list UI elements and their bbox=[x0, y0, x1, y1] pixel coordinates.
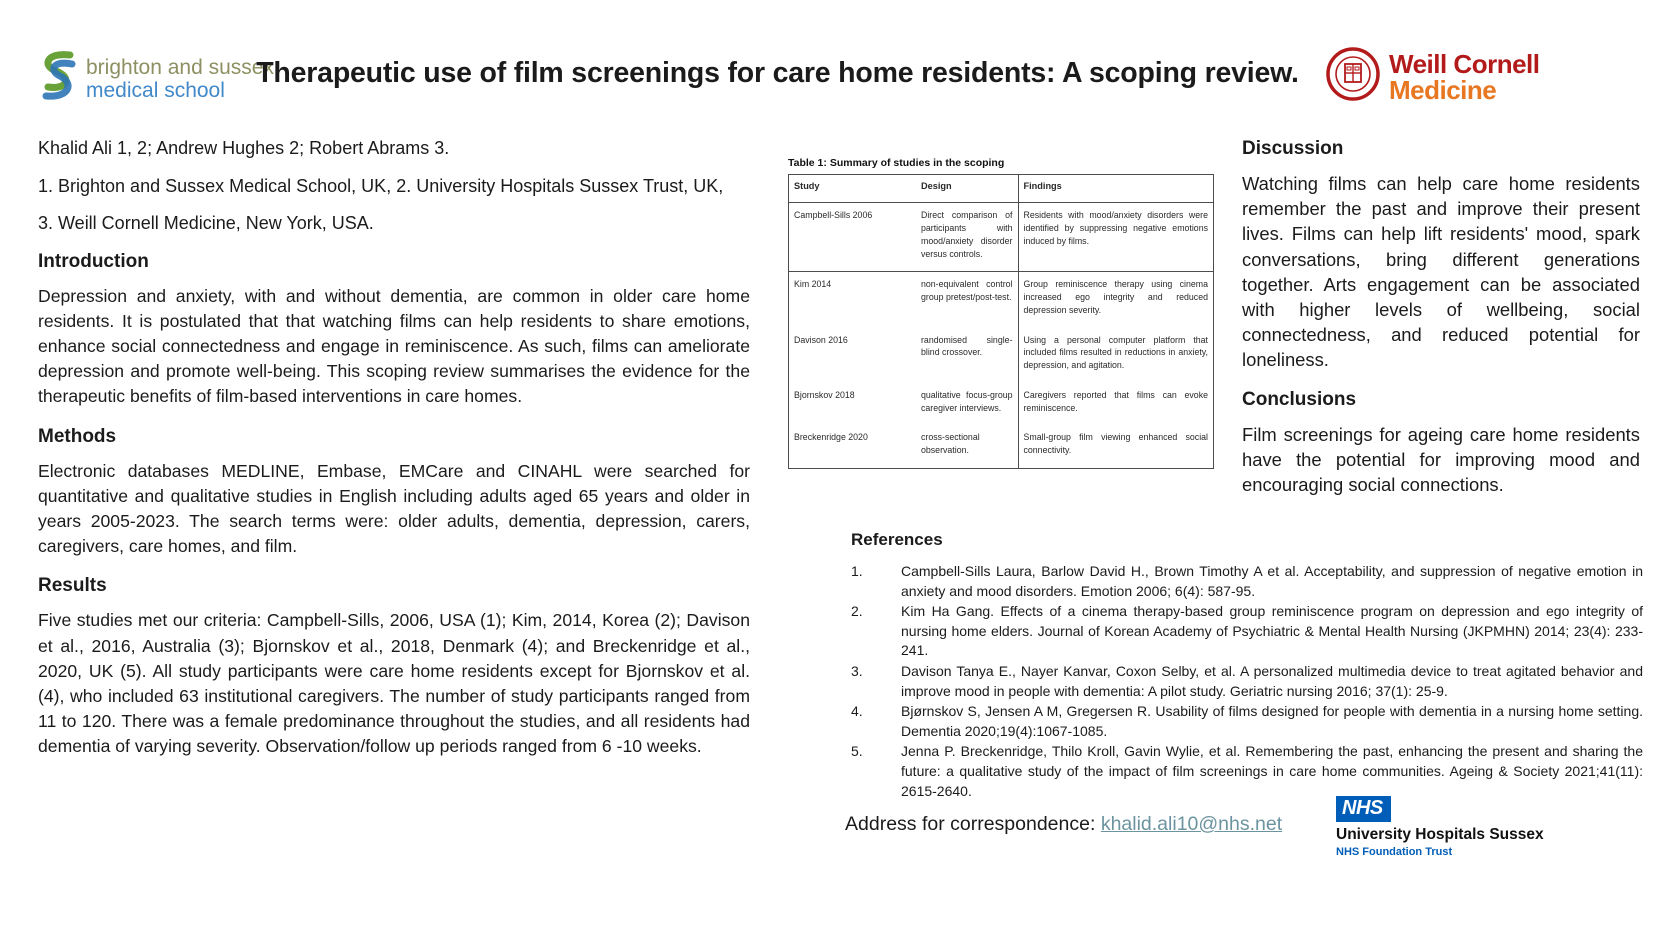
results-heading: Results bbox=[38, 575, 107, 597]
cell-design: Direct comparison of participants with mood/anxiety disorder versus controls. bbox=[916, 203, 1018, 272]
conclusions-heading: Conclusions bbox=[1242, 388, 1357, 410]
nhs-logo bbox=[1336, 796, 1544, 858]
bsms-logo bbox=[36, 50, 274, 109]
correspondence-line bbox=[845, 813, 1282, 836]
reference-item bbox=[851, 702, 1643, 741]
cell-design: qualitative focus-group caregiver interviews. bbox=[921, 389, 1013, 413]
cell-findings: Using a personal computer platform that included films resulted in reductions in anxiety, depression, and agitation. bbox=[1018, 328, 1214, 383]
table-header-row bbox=[789, 175, 1214, 203]
reference-number: 4. bbox=[851, 703, 863, 720]
cell-study: Breckenridge 2020 bbox=[794, 432, 868, 443]
nhs-icon: NHS bbox=[1336, 796, 1391, 822]
table-caption: Table 1: Summary of studies in the scoping bbox=[788, 157, 1005, 169]
table-header-findings: Findings bbox=[1018, 175, 1214, 203]
bsms-logo-line2: medical school bbox=[86, 78, 225, 102]
discussion-body: Watching films can help care home residents remember the past and improve their present lives. Films can help lift residents' mood, spark conversations, bring different generations together. Arts engagement can be associated with higher levels of wellbeing, social connectedness, and reduced potential for loneliness. bbox=[1242, 173, 1640, 371]
bsms-helix-icon bbox=[36, 50, 78, 109]
cell-study: Bjornskov 2018 bbox=[794, 389, 855, 400]
reference-text: Bjørnskov S, Jensen A M, Gregersen R. Usability of films designed for people with dementia in a nursing home setting. Dementia 2020;19(4):1067-1085. bbox=[901, 703, 1643, 739]
reference-item bbox=[851, 742, 1643, 801]
references-heading: References bbox=[851, 530, 943, 549]
nhs-trust-name: University Hospitals Sussex bbox=[1336, 826, 1544, 843]
conclusions-body: Film screenings for ageing care home residents have the potential for improving mood and encouraging social connections. bbox=[1242, 423, 1640, 496]
cell-design: cross-sectional observation. bbox=[921, 432, 980, 456]
right-column bbox=[1242, 138, 1640, 497]
bsms-logo-line1: brighton and sussex bbox=[86, 55, 274, 79]
table-row bbox=[789, 425, 1214, 468]
reference-text: Davison Tanya E., Nayer Kanvar, Coxon Selby, et al. A personalized multimedia device to treat agitated behavior and improve mood in people with dementia: A pilot study. Geriatric nursing 2016; 37(1): 25-9. bbox=[901, 662, 1643, 699]
table-row bbox=[789, 203, 1214, 272]
reference-number: 2. bbox=[851, 603, 863, 620]
nhs-foundation-line: NHS Foundation Trust bbox=[1336, 846, 1453, 858]
reference-number: 1. bbox=[851, 563, 863, 579]
methods-heading: Methods bbox=[38, 425, 117, 447]
correspondence-label: Address for correspondence: bbox=[845, 813, 1101, 835]
discussion-heading: Discussion bbox=[1242, 138, 1344, 159]
correspondence-email-link[interactable]: khalid.ali10@nhs.net bbox=[1100, 813, 1283, 835]
page-title: Therapeutic use of film screenings for care home residents: A scoping review. bbox=[256, 57, 1299, 89]
wcm-logo bbox=[1326, 47, 1540, 106]
reference-text: Campbell-Sills Laura, Barlow David H., Brown Timothy A et al. Acceptability, and suppression of negative emotion in anxiety and mood disorders. Emotion 2006; 6(4): 587-95. bbox=[901, 563, 1643, 599]
introduction-heading: Introduction bbox=[38, 250, 149, 272]
table-row bbox=[789, 383, 1214, 426]
cell-design: non-equivalent control group pretest/post-test. bbox=[921, 279, 1013, 303]
table-header-design: Design bbox=[916, 175, 1018, 203]
studies-table bbox=[788, 174, 1214, 469]
cell-study: Kim 2014 bbox=[794, 279, 832, 290]
reference-item bbox=[851, 602, 1643, 661]
results-body: Five studies met our criteria: Campbell-Sills, 2006, USA (1); Kim, 2014, Korea (2); Davison et al., 2016, Australia (3); Bjornskov et al., 2018, Denmark (4); and Breckenridge et al., 2020, UK (5). All study participants were care home residents except for Bjornskov et al. (4), who included 63 institutional caregivers. The number of study participants ranged from 11 to 120. There was a female predominance throughout the studies, and all residents had dementia of varying severity. Observation/follow up periods ranged from 6 -10 weeks. bbox=[38, 610, 750, 757]
cell-findings: Caregivers reported that films can evoke reminiscence. bbox=[1018, 383, 1214, 426]
affiliations-line-1: 1. Brighton and Sussex Medical School, UK, 2. University Hospitals Sussex Trust, UK, bbox=[38, 175, 724, 196]
bsms-logo-text bbox=[86, 57, 274, 102]
reference-item bbox=[851, 662, 1643, 701]
reference-text: Jenna P. Breckenridge, Thilo Kroll, Gavin Wylie, et al. Remembering the past, enhancing the present and sharing the future: a qualitative study of the impact of film screenings in care home communities. Ageing & Society 2021;41(11): 2615-2640. bbox=[901, 743, 1643, 799]
reference-number: 5. bbox=[851, 743, 863, 760]
wcm-logo-line1: Weill Cornell bbox=[1389, 48, 1540, 79]
introduction-body: Depression and anxiety, with and without dementia, are common in older care home residents. It is postulated that that watching films can help residents to share emotions, enhance social connectedness and engage in reminiscence. As such, films can ameliorate depression and promote well-being. This scoping review summarises the evidence for the therapeutic benefits of film-based interventions in care homes. bbox=[38, 285, 750, 407]
references-section bbox=[851, 530, 1643, 802]
left-column bbox=[38, 138, 750, 760]
affiliations-line-2: 3. Weill Cornell Medicine, New York, USA. bbox=[38, 213, 374, 233]
table-row bbox=[789, 272, 1214, 328]
table-row bbox=[789, 328, 1214, 383]
wcm-logo-line2: Medicine bbox=[1389, 74, 1497, 105]
table-header-study: Study bbox=[789, 175, 917, 203]
studies-table-block bbox=[788, 157, 1214, 469]
wcm-seal-icon bbox=[1326, 47, 1380, 106]
reference-item bbox=[851, 562, 1643, 601]
reference-number: 3. bbox=[851, 662, 863, 679]
reference-text: Kim Ha Gang. Effects of a cinema therapy-based group reminiscence program on depression and ego integrity of nursing home elders. Journal of Korean Academy of Psychiatric & Mental Health Nursing (JKPMHN) 2014; 23(4): 233-241. bbox=[901, 603, 1643, 659]
authors-line: Khalid Ali 1, 2; Andrew Hughes 2; Robert Abrams 3. bbox=[38, 138, 450, 158]
cell-findings: Group reminiscence therapy using cinema increased ego integrity and reduced depression severity. bbox=[1018, 272, 1214, 328]
cell-study: Davison 2016 bbox=[794, 334, 848, 345]
cell-findings: Residents with mood/anxiety disorders were identified by suppressing negative emotions induced by films. bbox=[1018, 203, 1214, 272]
wcm-logo-text bbox=[1389, 48, 1540, 105]
cell-design: randomised single-blind crossover. bbox=[921, 334, 1013, 358]
cell-findings: Small-group film viewing enhanced social connectivity. bbox=[1018, 425, 1214, 468]
cell-study: Campbell-Sills 2006 bbox=[789, 203, 917, 272]
methods-body: Electronic databases MEDLINE, Embase, EMCare and CINAHL were searched for quantitative and qualitative studies in English including adults aged 65 years and older in years 2005-2023. The search terms were: older adults, dementia, depression, carers, caregivers, care homes, and film. bbox=[38, 460, 750, 557]
